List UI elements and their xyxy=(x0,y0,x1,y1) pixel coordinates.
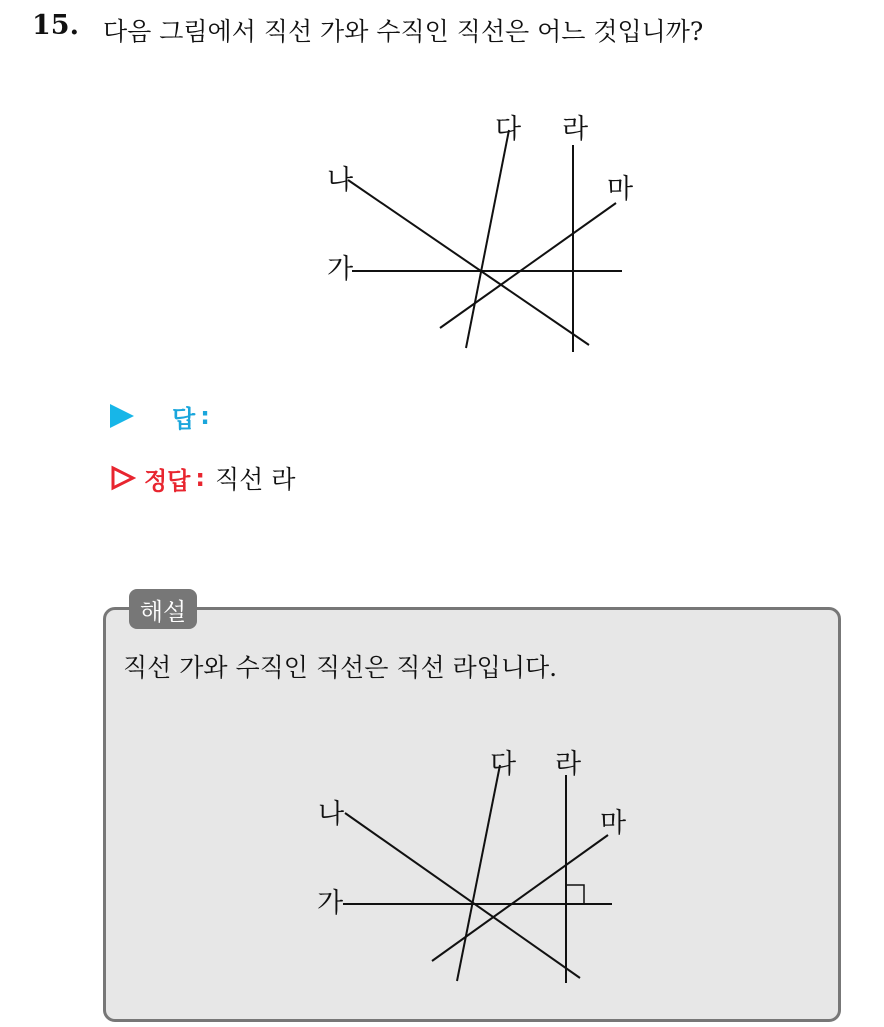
correct-value: 직선 라 xyxy=(214,465,296,494)
explanation-tag: 해설 xyxy=(129,589,197,629)
correct-label: 정답 xyxy=(144,466,191,495)
label-da: 다 xyxy=(495,114,522,145)
play-arrow-icon xyxy=(110,404,134,428)
line-da xyxy=(457,765,500,981)
label-ra: 라 xyxy=(555,749,582,780)
explanation-figure xyxy=(300,735,660,995)
question-text: 다음 그림에서 직선 가와 수직인 직선은 어느 것입니까? xyxy=(103,17,704,46)
question-number: 15. xyxy=(32,10,79,41)
label-ma: 마 xyxy=(600,808,627,839)
explanation-text: 직선 가와 수직인 직선은 직선 라입니다. xyxy=(123,653,558,682)
answer-row xyxy=(110,399,210,433)
line-da xyxy=(466,130,509,348)
label-ga: 가 xyxy=(317,888,344,919)
outline-play-icon xyxy=(110,465,136,491)
label-na: 나 xyxy=(318,799,345,830)
right-angle-mark xyxy=(566,885,584,904)
line-na xyxy=(348,180,589,345)
answer-label: 답 xyxy=(172,404,196,433)
correct-colon: : xyxy=(195,464,205,492)
label-ra: 라 xyxy=(562,114,589,145)
lines-figure xyxy=(300,100,660,360)
correct-answer-row xyxy=(110,460,295,496)
line-ma xyxy=(432,835,608,961)
line-ma xyxy=(440,203,616,328)
label-ga: 가 xyxy=(327,254,354,285)
label-na: 나 xyxy=(327,165,354,196)
label-ma: 마 xyxy=(607,174,634,205)
answer-colon: : xyxy=(200,402,210,430)
label-da: 다 xyxy=(490,749,517,780)
